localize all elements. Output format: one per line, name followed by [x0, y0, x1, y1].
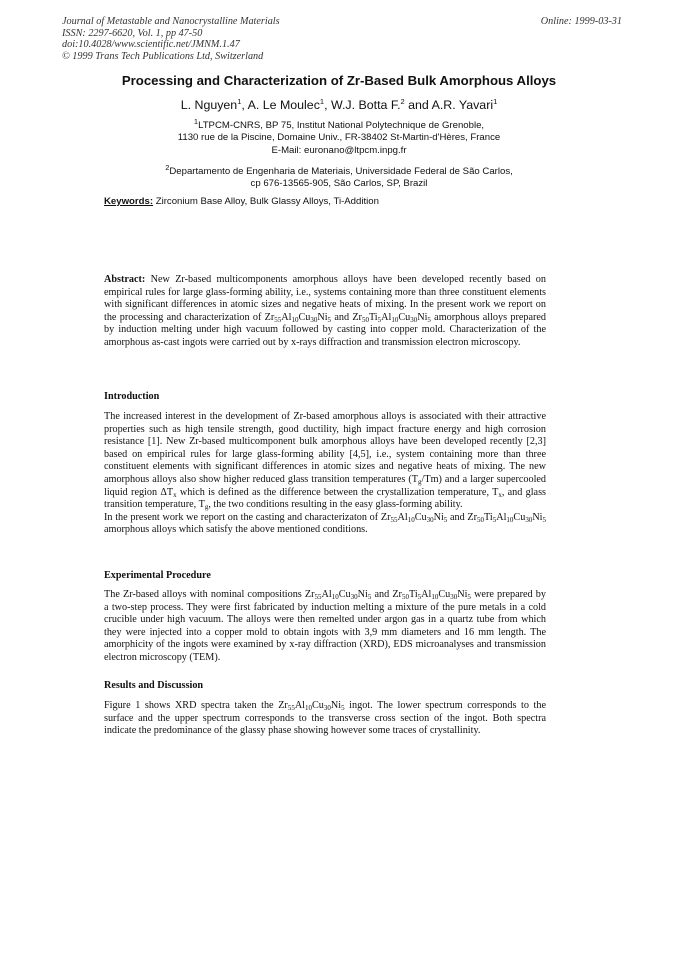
keywords-label: Keywords:	[104, 196, 154, 207]
author-sup: 1	[493, 97, 498, 106]
alloy-formula: $Zr_{55}Al_{10}Cu_{30}Ni_5$	[304, 589, 372, 601]
affiliation-1: $^1$LTPCM-CNRS, BP 75, Institut National Polytechnique de Grenoble, 1130 rue de la Piscine, Domaine Univ., FR-38402 St-Martin-d'Hères, France E-Mail: euronano@ltpcm.inpg.fr	[0, 116, 678, 157]
paper-title: Processing and Characterization of Zr-Based Bulk Amorphous Alloys	[121, 73, 557, 88]
abstract: Abstract: New Zr-based multicomponents amorphous alloys have been developed recently based on empirical rules for large glass-forming ability, i.e., systems containing more than three constituent elements with significant differences in atomic sizes and negative heats of mixing. In the present work we report on the processing and characterization of $Zr_{55}Al_{10}Cu_{30}Ni_5$ and $Zr_{50}Ti_5Al_{10}Cu_{30}Ni_5$ amorphous alloys prepared by induction melting under high vacuum followed by casting into copper mold. Characterization of the amorphous as-cast ingots were carried out by x-rays diffraction and transmission electron microscopy.	[104, 274, 546, 348]
introduction-paragraph-2: In the present work we report on the casting and characterizaton of $Zr_{55}Al_{10}Cu_{30}Ni_5$ and $Zr_{50}Ti_5Al_{10}Cu_{30}Ni_5$ amorphous alloys which satisfy the above mentioned conditions.	[104, 511, 546, 536]
introduction-paragraph-1: The increased interest in the development of Zr-based amorphous alloys is associated with their attractive properties such as high tensile strength, good ductility, high impact fracture energy and high corrosion resistance [1]. New Zr-based multicomponent bulk amorphous alloys have been developed recently [2,3] based on empirical rules for large glass-forming ability [4,5], i.e., system containing more than three constituent elements with significant differences in atomic sizes and negative heats of mixing. The new amorphous alloys also show higher reduced glass transition temperatures $(T_g/Tm)$ and a larger supercooled liquid region $\Delta T_x$ which is defined as the difference between the crystallization temperature, $T_x$, and glass transition temperature, $T_g$, the two conditions resulting in the easy glass-forming ability.	[104, 411, 547, 512]
email-address: E-Mail: euronano@ltpcm.inpg.fr	[271, 144, 407, 156]
results-heading: Results and Discussion	[104, 680, 204, 691]
author-sup: 1	[319, 97, 325, 106]
results-body: Figure 1 shows XRD spectra taken the $Zr_{55}Al_{10}Cu_{30}Ni_5$ ingot. The lower spectrum corresponds to the surface and the upper spectrum corresponds to the transverse cross section of the ingot. Both spectra indicate the predominance of the glassy phase showing however some traces of crystallinity.	[104, 700, 547, 737]
alloy-formula: $Zr_{55}Al_{10}Cu_{30}Ni_5$	[278, 700, 345, 712]
author-sup: 1	[237, 97, 242, 106]
alloy-formula: $Zr_{50}Ti_5Al_{10}Cu_{30}Ni_5$	[392, 589, 471, 601]
keywords	[104, 196, 379, 207]
author-list: L. Nguyen$^1$, A. Le Moulec$^1$, W.J. Botta F.$^2$ and A.R. Yavari$^1$	[180, 97, 498, 113]
author-name: A. Le Moulec	[247, 98, 320, 113]
author-name: A.R. Yavari	[431, 98, 494, 113]
experimental-heading: Experimental Procedure	[104, 570, 211, 581]
introduction-body	[104, 411, 546, 537]
online-date: Online: 1999-03-31	[540, 16, 622, 27]
alloy-formula: $Zr_{55}Al_{10}Cu_{30}Ni_5$	[264, 311, 332, 324]
copyright-line: © 1999 Trans Tech Publications Ltd, Switzerland	[62, 50, 264, 62]
author-name: L. Nguyen	[180, 98, 238, 113]
alloy-formula: $Zr_{50}Ti_5Al_{10}Cu_{30}Ni_5$	[352, 311, 431, 324]
experimental-body: The Zr-based alloys with nominal compositions $Zr_{55}Al_{10}Cu_{30}Ni_5$ and $Zr_{50}Ti_5Al_{10}Cu_{30}Ni_5$ were prepared by a two-step process. They were first fabricated by induction melting a mixture of the pure metals in a cold crucible under high vacuum. The alloys were then remelted under argon gas in a quartz tube from which they were injected into a copper mold to obtain ingots with 3,9 mm diameters and 16 mm length. The amorphicity of the ingots were examined by x-ray diffraction (XRD), EDS microanalyses and transmission electron microscopy (TEM).	[104, 589, 546, 663]
author-sup: 2	[400, 97, 405, 106]
doi-line: doi:10.4028/www.scientific.net/JMNM.1.47	[62, 39, 240, 50]
affiliation-2: $^2$Departamento de Engenharia de Materiais, Universidade Federal de São Carlos, cp 676-13565-905, São Carlos, SP, Brazil	[165, 163, 513, 190]
abstract-label: Abstract:	[104, 274, 146, 285]
issn-line: ISSN: 2297-6620, Vol. 1, pp 47-50	[62, 27, 203, 39]
keywords-text: Zirconium Base Alloy, Bulk Glassy Alloys, Ti-Addition	[153, 196, 379, 207]
alloy-formula: $Zr_{50}Ti_5Al_{10}Cu_{30}Ni_5$	[467, 511, 546, 524]
journal-name: Journal of Metastable and Nanocrystalline Materials	[62, 16, 280, 27]
introduction-heading: Introduction	[104, 391, 160, 402]
alloy-formula: $Zr_{55}Al_{10}Cu_{30}Ni_5$	[380, 511, 448, 524]
author-name: W.J. Botta F.	[330, 98, 401, 113]
journal-header	[62, 16, 280, 62]
